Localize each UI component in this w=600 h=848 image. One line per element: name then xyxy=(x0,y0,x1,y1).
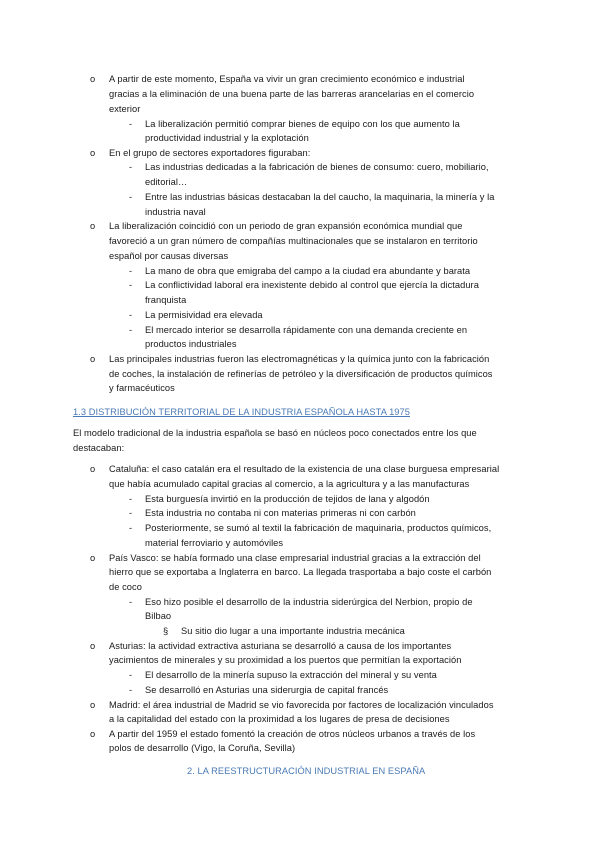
paragraph-line: exterior xyxy=(109,104,141,114)
section-heading: 2. LA REESTRUCTURACIÓN INDUSTRIAL EN ESPAÑA xyxy=(187,766,426,776)
sub-item-line: Eso hizo posible el desarrollo de la industria siderúrgica del Nerbion, propio de xyxy=(145,597,473,607)
paragraph-line: Asturias: la actividad extractiva asturiana se desarrolló a causa de los importantes xyxy=(109,641,452,651)
bullet-marker: o xyxy=(90,221,96,231)
sub-item-line: La liberalización permitió comprar bienes de equipo con los que aumento la xyxy=(145,119,460,129)
sub-item-line: Entre las industrias básicas destacaban la del caucho, la maquinaria, la minería y la xyxy=(145,192,495,202)
dash-marker: - xyxy=(129,523,133,533)
paragraph-line: polos de desarrollo (Vigo, la Coruña, Sevilla) xyxy=(109,743,296,753)
bullet-marker: o xyxy=(90,641,96,651)
paragraph-line: Cataluña: el caso catalán era el resultado de la existencia de una clase burguesa empresarial xyxy=(109,464,500,474)
sub-item-line: La conflictividad laboral era inexistente debido al control que ejercía la dictadura xyxy=(145,280,479,290)
dash-marker: - xyxy=(129,508,133,518)
dash-marker: - xyxy=(129,162,133,172)
intro-line: destacaban: xyxy=(73,443,125,453)
sub-item-line: El desarrollo de la minería supuso la extracción del mineral y su venta xyxy=(145,670,437,680)
dash-marker: - xyxy=(129,280,133,290)
paragraph-line: País Vasco: se había formado una clase empresarial industrial gracias a la extracción del xyxy=(109,553,481,563)
sub-item-line: Esta burguesía invirtió en la producción de tejidos de lana y algodón xyxy=(145,494,430,504)
dash-marker: - xyxy=(129,192,133,202)
bullet-marker: o xyxy=(90,553,96,563)
sub-item-line: material ferroviario y automóviles xyxy=(145,538,284,548)
paragraph-line: de coches, la instalación de refinerías de petróleo y la diversificación de productos químicos xyxy=(109,369,493,379)
paragraph-line: español por causas diversas xyxy=(109,251,229,261)
section-mark-marker: § xyxy=(163,626,169,636)
paragraph-line: a la capitalidad del estado con la proximidad a los lugares de presa de decisiones xyxy=(109,714,450,724)
dash-marker: - xyxy=(129,670,133,680)
sub-item-line: industria naval xyxy=(145,207,206,217)
sub-item-line: franquista xyxy=(145,295,187,305)
paragraph-line: y farmacéuticos xyxy=(109,383,175,393)
paragraph-line: que había acumulado capital gracias al comercio, a la agricultura y a las manufacturas xyxy=(109,479,470,489)
dash-marker: - xyxy=(129,494,133,504)
bullet-marker: o xyxy=(90,354,96,364)
sub-item-line: El mercado interior se desarrolla rápidamente con una demanda creciente en xyxy=(145,325,468,335)
bullet-marker: o xyxy=(90,148,96,158)
sub-item-line: La permisividad era elevada xyxy=(145,310,263,320)
sub-item-line: editorial… xyxy=(145,177,188,187)
paragraph-line: A partir de este momento, España va vivir un gran crecimiento económico e industrial xyxy=(109,74,465,84)
dash-marker: - xyxy=(129,597,133,607)
paragraph-line: La liberalización coincidió con un periodo de gran expansión económica mundial que xyxy=(109,221,463,231)
sub-item-line: Posteriormente, se sumó al textil la fabricación de maquinaria, productos químicos, xyxy=(145,523,492,533)
paragraph-line: de coco xyxy=(109,582,142,592)
dash-marker: - xyxy=(129,266,133,276)
sub-item-line: Esta industria no contaba ni con materias primeras ni con carbón xyxy=(145,508,416,518)
sub-sub-item-line: Su sitio dio lugar a una importante industria mecánica xyxy=(181,626,405,636)
sub-item-line: productividad industrial y la explotación xyxy=(145,133,309,143)
paragraph-line: yacimientos de minerales y su proximidad a los puertos que permitían la exportación xyxy=(109,655,462,665)
paragraph-line: Las principales industrias fueron las electromagnéticas y la química junto con la fabricación xyxy=(109,354,490,364)
paragraph-line: hierro que se exportaba a Inglaterra en barco. La llegada trasportaba a bajo coste el carbón xyxy=(109,567,492,577)
paragraph-line: A partir del 1959 el estado fomentó la creación de otros núcleos urbanos a través de los xyxy=(109,729,476,739)
intro-line: El modelo tradicional de la industria española se basó en núcleos poco conectados entre los que xyxy=(73,428,477,438)
dash-marker: - xyxy=(129,119,133,129)
sub-item-line: La mano de obra que emigraba del campo a la ciudad era abundante y barata xyxy=(145,266,471,276)
sub-item-line: Las industrias dedicadas a la fabricación de bienes de consumo: cuero, mobiliario, xyxy=(145,162,489,172)
paragraph-line: favoreció a un gran número de compañías multinacionales que se instalaron en territorio xyxy=(109,236,478,246)
dash-marker: - xyxy=(129,685,133,695)
sub-item-line: Bilbao xyxy=(145,611,172,621)
paragraph-line: gracias a la eliminación de una buena parte de las barreras arancelarias en el comercio xyxy=(109,89,475,99)
sub-item-line: productos industriales xyxy=(145,339,237,349)
sub-item-line: Se desarrolló en Asturias una siderurgia de capital francés xyxy=(145,685,389,695)
bullet-marker: o xyxy=(90,464,96,474)
bullet-marker: o xyxy=(90,700,96,710)
bullet-marker: o xyxy=(90,729,96,739)
paragraph-line: En el grupo de sectores exportadores figuraban: xyxy=(109,148,311,158)
section-heading: 1.3 DISTRIBUCIÓN TERRITORIAL DE LA INDUSTRIA ESPAÑOLA HASTA 1975 xyxy=(73,407,410,417)
dash-marker: - xyxy=(129,310,133,320)
bullet-marker: o xyxy=(90,74,96,84)
dash-marker: - xyxy=(129,325,133,335)
paragraph-line: Madrid: el área industrial de Madrid se vio favorecida por factores de localización vinculados xyxy=(109,700,494,710)
